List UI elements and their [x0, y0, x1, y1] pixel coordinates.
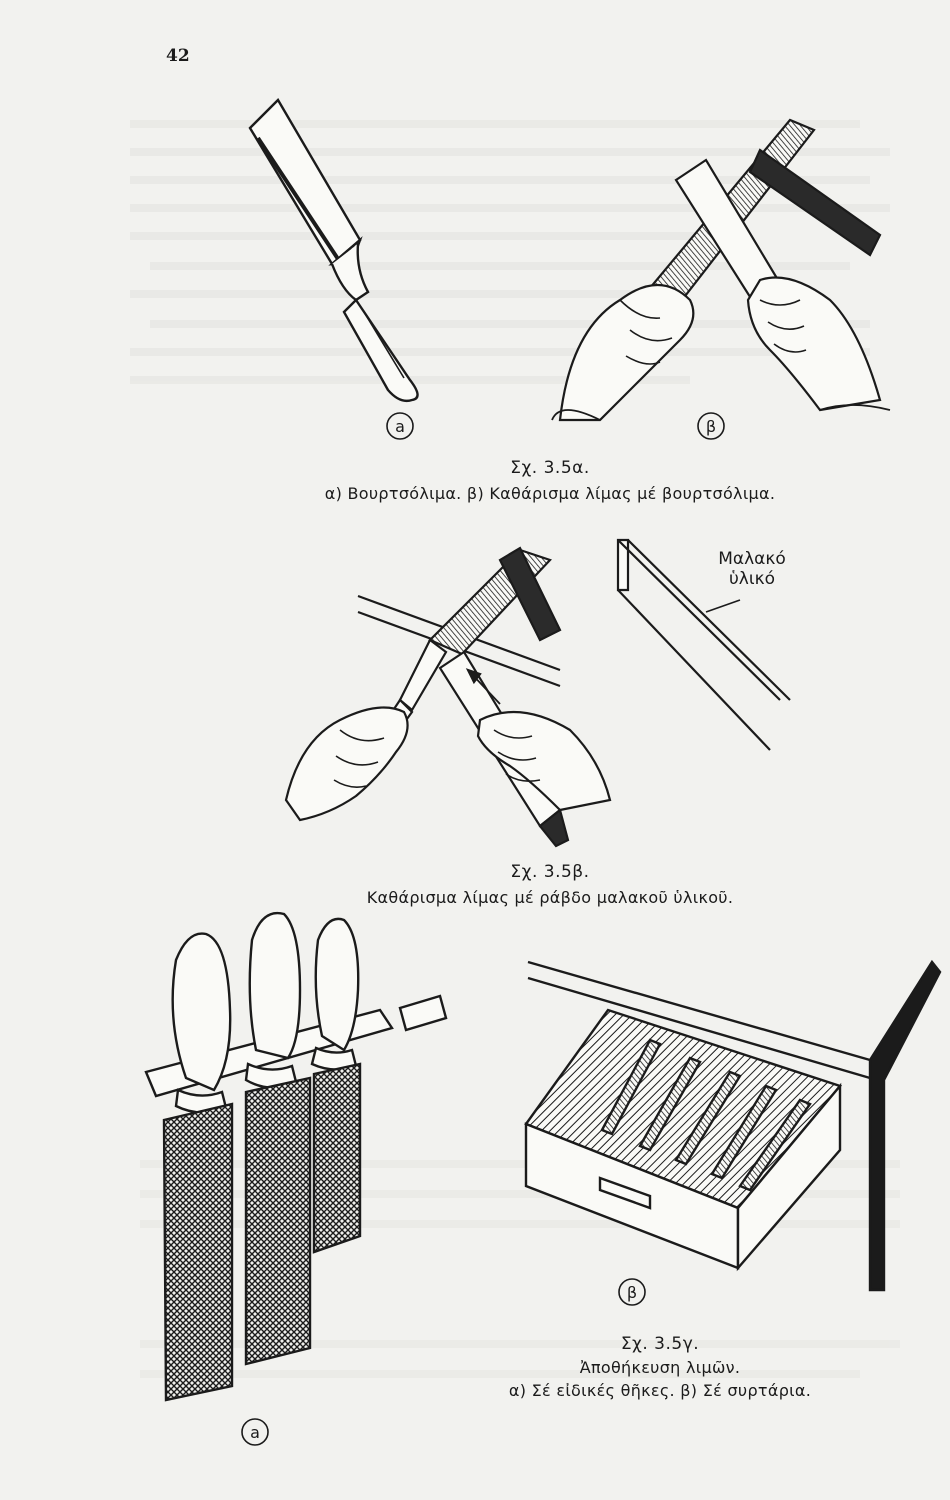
- svg-text:β: β: [705, 417, 717, 436]
- soft-rod-cleaning-drawing: [286, 548, 610, 846]
- soft-material-callout: [718, 549, 786, 589]
- figure-3-5a-caption: [300, 458, 800, 503]
- panel-label-a-top: [387, 413, 413, 439]
- panel-label-beta-bottom: [619, 1279, 645, 1305]
- svg-text:β: β: [626, 1283, 638, 1302]
- caption-title: Σχ. 3.5β.: [510, 862, 590, 882]
- caption-line-1: Ἀποθήκευση λιμῶν.: [579, 1358, 741, 1377]
- caption-title: Σχ. 3.5γ.: [620, 1334, 700, 1354]
- file-drawer-drawing: [526, 962, 940, 1290]
- figure-3-5b-caption: [300, 862, 800, 907]
- callout-line-2: ὑλικό: [728, 569, 776, 589]
- caption-line-2: α) Σέ εἰδικές θῆκες. β) Σέ συρτάρια.: [508, 1381, 812, 1400]
- figure-3-5g-caption: [470, 1334, 850, 1400]
- svg-text:a: a: [250, 1423, 260, 1442]
- caption-line: Καθάρισμα λίμας μέ ράβδο μαλακοῦ ὑλικοῦ.: [366, 888, 734, 907]
- panel-label-a-bottom: [242, 1419, 268, 1445]
- panel-label-beta-top: [698, 413, 724, 439]
- callout-line-1: Μαλακό: [718, 549, 786, 569]
- page-number: 42: [166, 46, 190, 66]
- svg-text:a: a: [395, 417, 405, 436]
- caption-title: Σχ. 3.5α.: [510, 458, 590, 478]
- file-rack-drawing: [146, 913, 446, 1400]
- caption-line: α) Βουρτσόλιμα. β) Καθάρισμα λίμας μέ βουρτσόλιμα.: [324, 484, 776, 503]
